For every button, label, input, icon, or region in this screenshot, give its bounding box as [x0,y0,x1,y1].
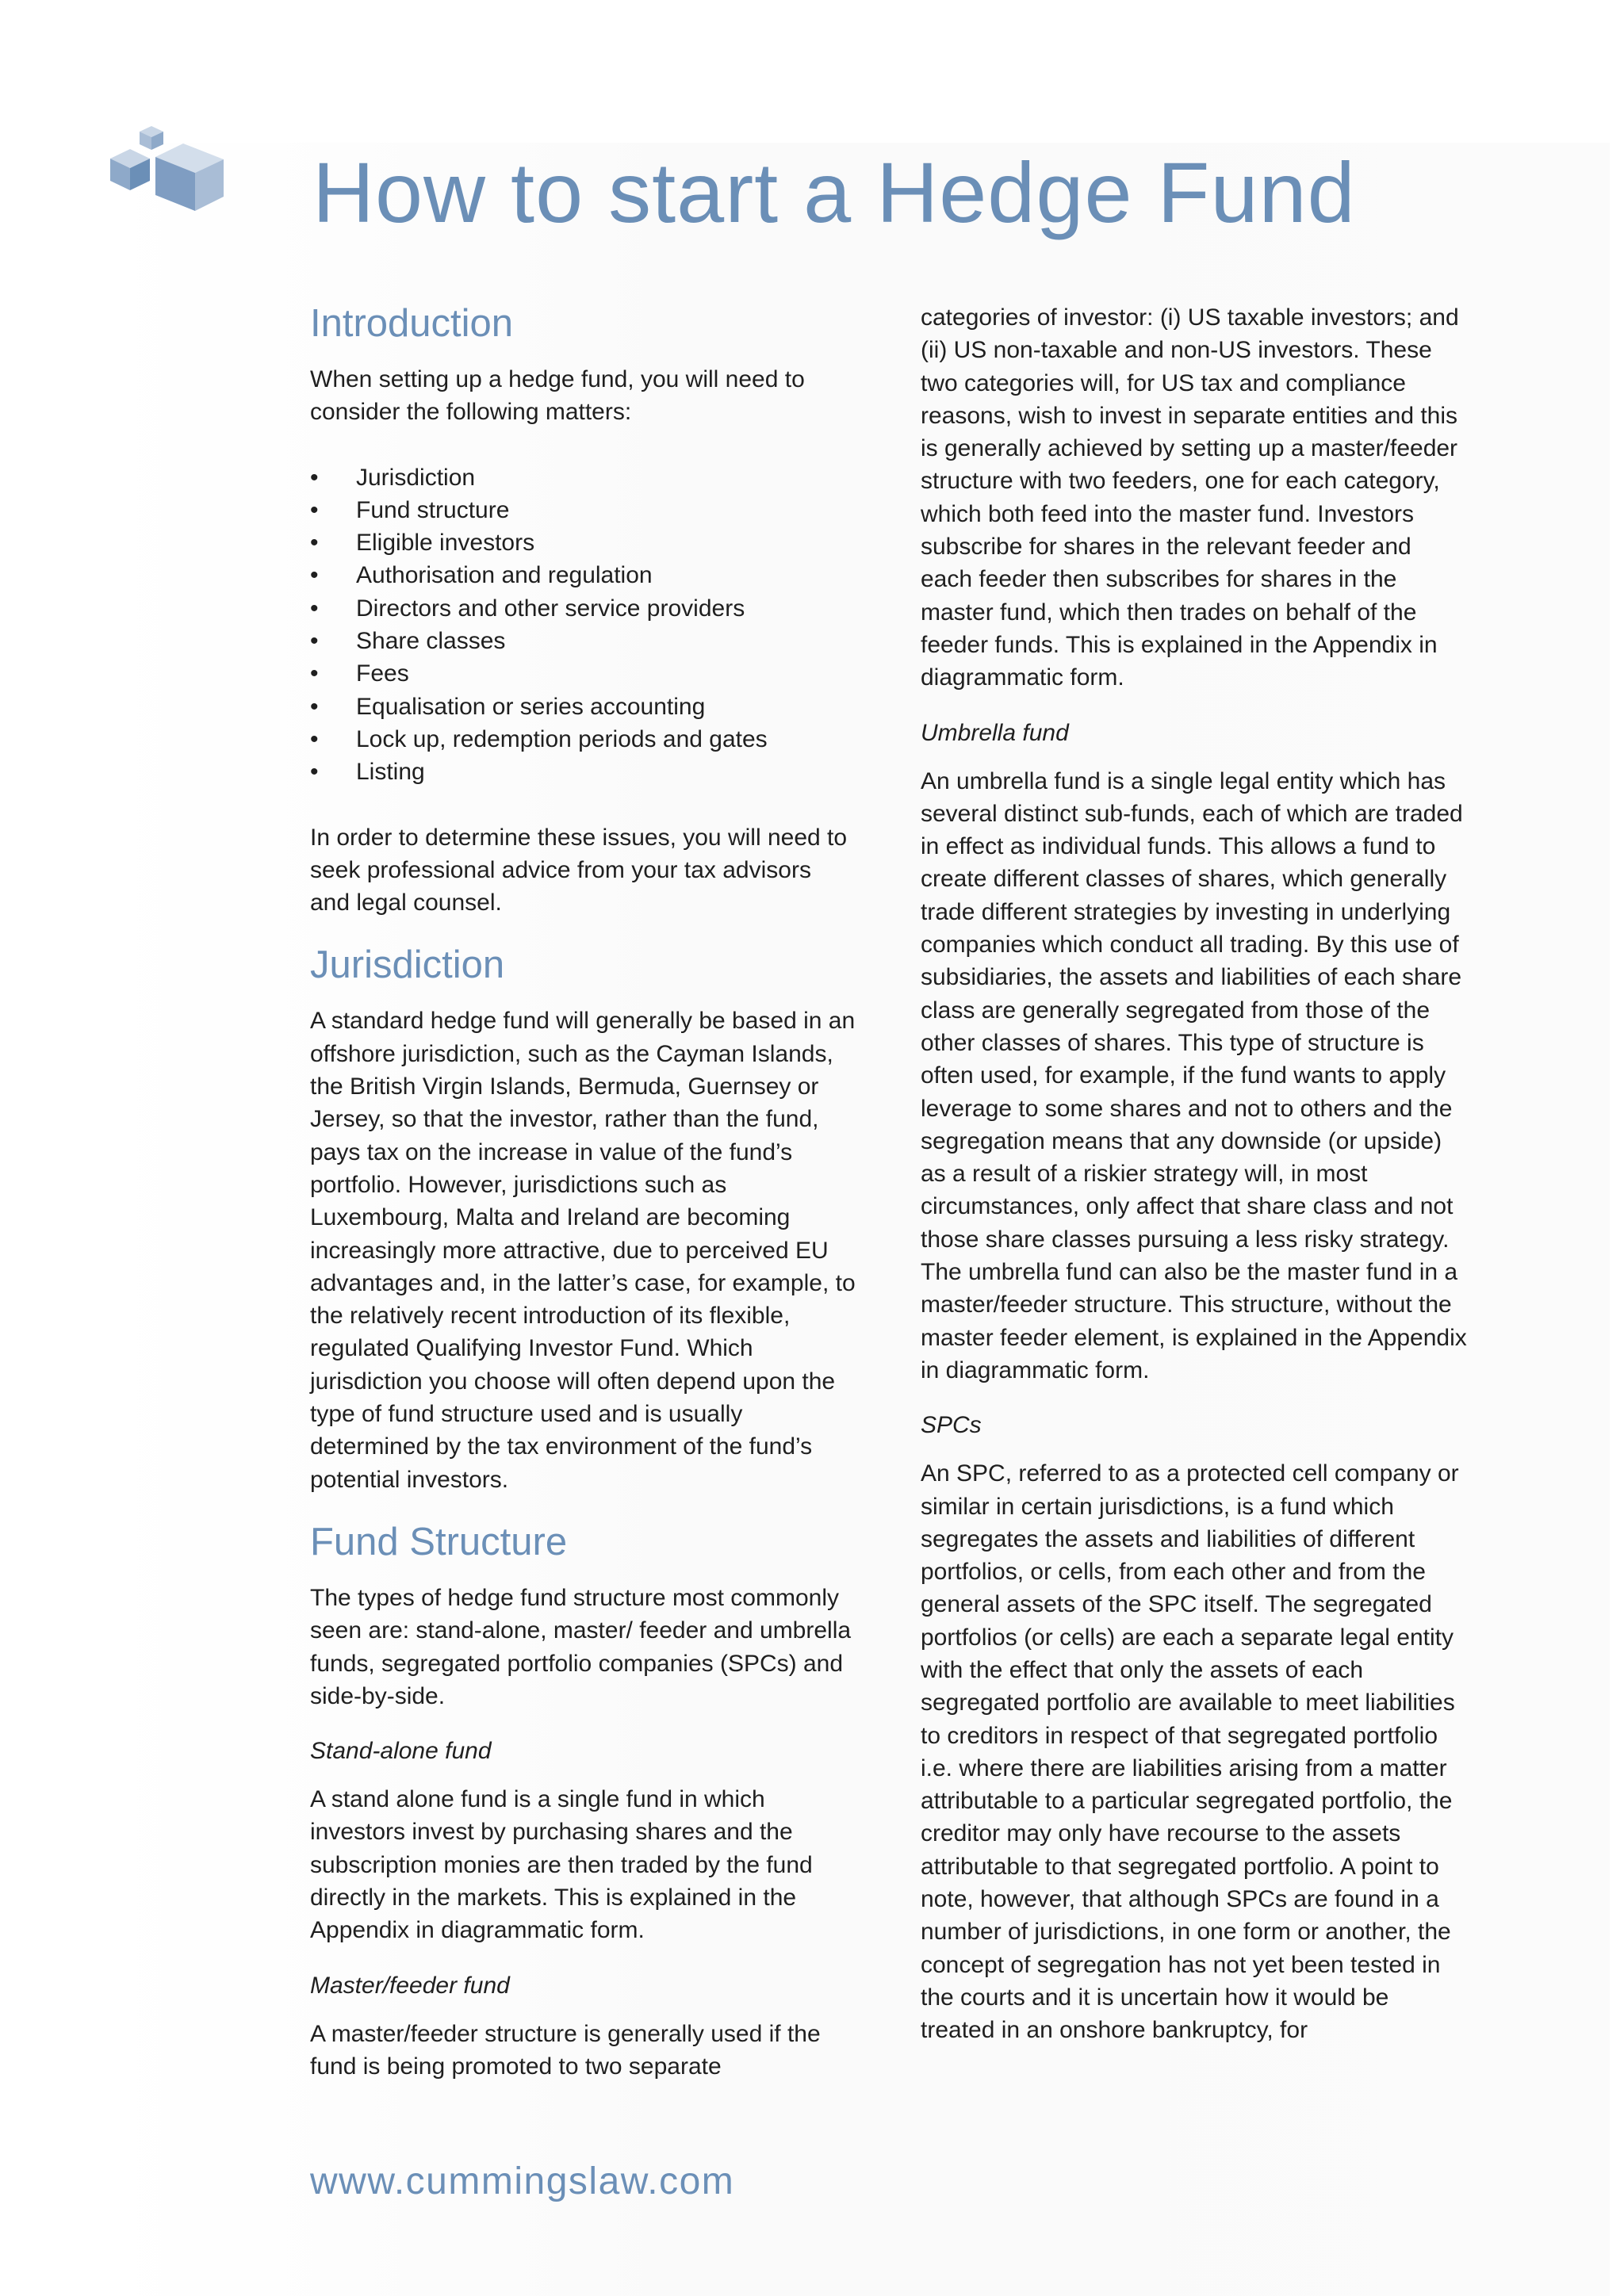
umbrella-heading: Umbrella fund [921,719,1069,746]
master-feeder-heading: Master/feeder fund [310,1972,510,1999]
list-item: • Share classes [310,625,857,657]
right-column [921,301,1468,2047]
matters-list [310,461,857,789]
list-item: • Eligible investors [310,526,857,559]
introduction-closing: In order to determine these issues, you will need to seek professional advice from your tax advisors and legal counsel. [310,824,848,916]
cubes-logo-icon [108,124,227,219]
introduction-lead: When setting up a hedge fund, you will need to consider the following matters: [310,366,805,426]
master-feeder-body-continued: categories of investor: (i) US taxable investors; and (ii) US non-taxable and non-US investors. These two categories will, for US tax and compliance reasons, wish to invest in separate entities and this is generally achieved by setting up a master/feeder structure with two feeders, one for each category, which both feed into the master fund. Investors subscribe for shares in the relevant feeder and each feeder then subscribes for shares in the master fund, which then trades on behalf of the feeder funds. This is explained in the Appendix in diagrammatic form. [921,304,1459,691]
list-item: • Equalisation or series accounting [310,691,857,723]
list-item: • Lock up, redemption periods and gates [310,723,857,756]
jurisdiction-body: A standard hedge fund will generally be based in an offshore jurisdiction, such as the Cayman Islands, the British Virgin Islands, Bermuda, Guernsey or Jersey, so that the investor, rather than the fund, pays tax on the increase in value of the fund’s portfolio. However, jurisdictions such as Luxembourg, Malta and Ireland are becoming increasingly more attractive, due to perceived EU advantages and, in the latter’s case, for example, to the relatively recent introduction of its flexible, regulated Qualifying Investor Fund. Which jurisdiction you choose will often depend upon the type of fund structure used and is usually determined by the tax environment of the fund’s potential investors. [310,1008,856,1493]
fund-structure-heading: Fund Structure [310,1520,568,1563]
spcs-heading: SPCs [921,1412,982,1439]
list-item: • Fees [310,657,857,690]
document-title: How to start a Hedge Fund [312,144,1356,240]
list-item: • Authorisation and regulation [310,559,857,591]
list-item: • Fund structure [310,494,857,526]
umbrella-body: An umbrella fund is a single legal entity which has several distinct sub-funds, each of which are traded in effect as individual funds. This allows a fund to create different classes of shares, which generally trade different strategies by investing in underlying companies which conduct all trading. By this use of subsidiaries, the assets and liabilities of each share class are generally segregated from those of the other classes of shares. This type of structure is often used, for example, if the fund wants to apply leverage to some shares and not to others and the segregation means that any downside (or upside) as a result of a riskier strategy will, in most circumstances, only affect that share class and not those share classes pursuing a less risky strategy. The umbrella fund can also be the master fund in a master/feeder structure. This structure, without the master feeder element, is explained in the Appendix in diagrammatic form. [921,767,1467,1383]
fund-structure-body: The types of hedge fund structure most commonly seen are: stand-alone, master/ feeder and umbrella funds, segregated portfolio companies (SPCs) and side-by-side. [310,1584,852,1709]
jurisdiction-heading: Jurisdiction [310,943,505,987]
introduction-heading: Introduction [310,302,514,345]
list-item: • Directors and other service providers [310,592,857,625]
stand-alone-body: A stand alone fund is a single fund in which investors invest by purchasing shares and the subscription monies are then traded by the fund directly in the markets. This is explained in the Appendix in diagrammatic form. [310,1786,813,1944]
stand-alone-heading: Stand-alone fund [310,1738,492,1765]
spcs-body: An SPC, referred to as a protected cell company or similar in certain jurisdictions, is a fund which segregates the assets and liabilities of different portfolios, or cells, from each other and from the general assets of the SPC itself. The segregated portfolios (or cells) are each a separate legal entity with the effect that only the assets of each segregated portfolio are available to meet liabilities to creditors in respect of that segregated portfolio i.e. where there are liabilities arising from a matter attributable to a particular segregated portfolio, the creditor may only have recourse to the assets attributable to that segregated portfolio. A point to note, however, that although SPCs are found in a number of jurisdictions, in one form or another, the concept of segregation has not yet been tested in the courts and it is uncertain how it would be treated in an onshore bankruptcy, for [921,1460,1459,2044]
left-column [310,300,857,2083]
list-item: • Jurisdiction [310,461,857,494]
footer-website-link[interactable]: www.cummingslaw.com [310,2160,735,2202]
master-feeder-body-start: A master/feeder structure is generally used if the fund is being promoted to two separate [310,2020,821,2080]
list-item: • Listing [310,756,857,788]
